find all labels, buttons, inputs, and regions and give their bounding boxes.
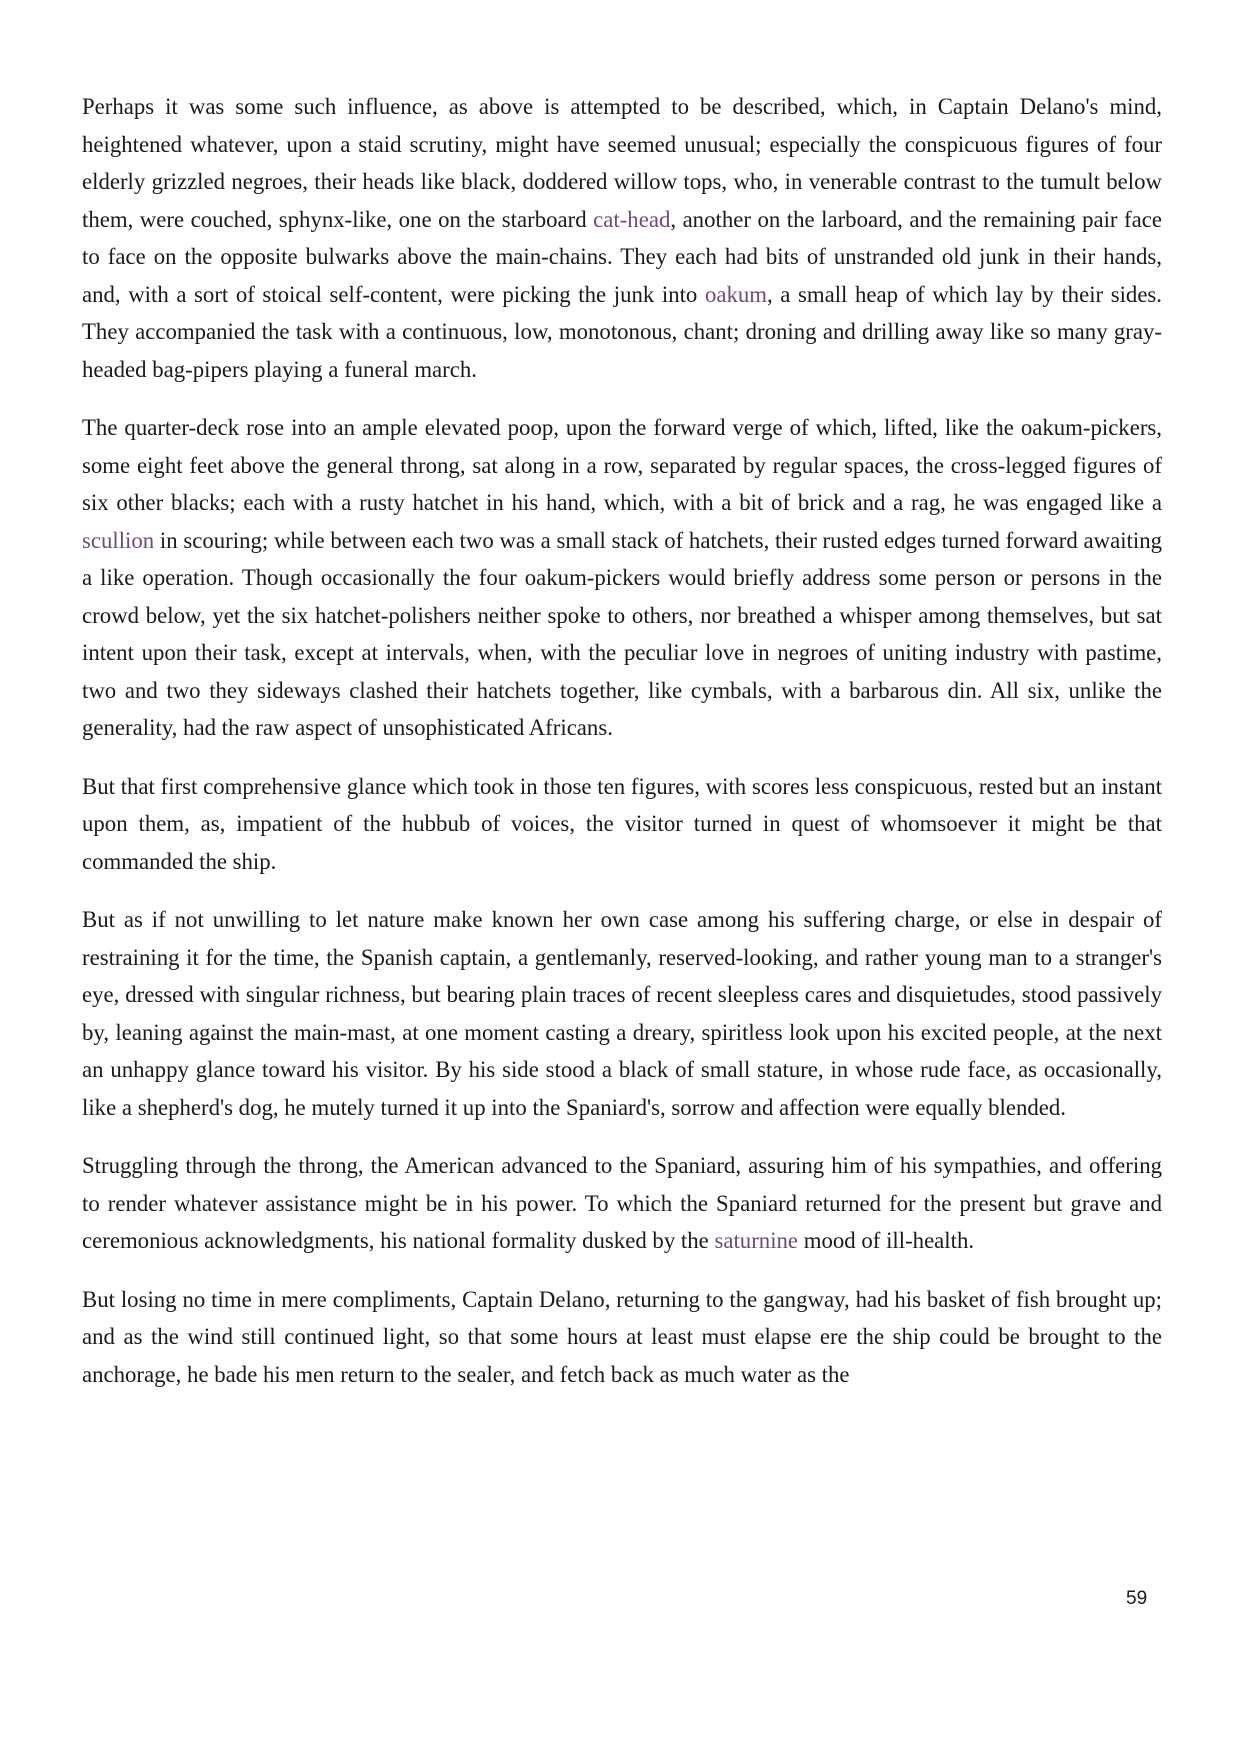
text-run: in scouring; while between each two was a small stack of hatchets, their rusted edges turned forward awaiting a like operation. Though occasionally the four oakum-pickers would briefly address some person or persons in the crowd below, yet the six hatchet-polishers neither spoke to others, nor breathed a whisper among themselves, but sat intent upon their task, except at intervals, when, with the peculiar love in negroes of uniting industry with pastime, two and two they sideways clashed their hatchets together, like cymbals, with a barbarous din. All six, unlike the generality, had the raw aspect of unsophisticated Africans.: [82, 527, 1162, 740]
text-run: The quarter-deck rose into an ample elevated poop, upon the forward verge of which, lifted, like the oakum-pickers, some eight feet above the general throng, sat along in a row, separated by regular spaces, the cross-legged figures of six other blacks; each with a rusty hatchet in his hand, which, with a bit of brick and a rag, he was engaged like a: [82, 415, 1162, 515]
paragraph: [82, 1147, 1162, 1260]
text-run: But as if not unwilling to let nature make known her own case among his suffering charge, or else in despair of restraining it for the time, the Spanish captain, a gentlemanly, reserved-looking, and rather young man to a stranger's eye, dressed with singular richness, but bearing plain traces of recent sleepless cares and disquietudes, stood passively by, leaning against the main-mast, at one moment casting a dreary, spiritless look upon his excited people, at the next an unhappy glance toward his visitor. By his side stood a black of small stature, in whose rude face, as occasionally, like a shepherd's dog, he mutely turned it up into the Spaniard's, sorrow and affection were equally blended.: [82, 907, 1162, 1120]
paragraph: [82, 88, 1162, 388]
glossary-link-saturnine[interactable]: saturnine: [714, 1228, 799, 1253]
text-run: mood of ill-health.: [798, 1228, 975, 1253]
paragraph: [82, 1281, 1162, 1394]
glossary-link-oakum[interactable]: oakum: [704, 281, 767, 307]
page-body: [82, 88, 1162, 1414]
text-run: But losing no time in mere compliments, Captain Delano, returning to the gangway, had his basket of fish brought up; and as the wind still continued light, so that some hours at least must elapse ere the ship could be brought to the anchorage, he bade his men return to the sealer, and fetch back as much water as the: [82, 1286, 1162, 1387]
text-run: Struggling through the throng, the American advanced to the Spaniard, assuring him of his sympathies, and offering to render whatever assistance might be in his power. To which the Spaniard returned for the present but grave and ceremonious acknowledgments, his national formality dusked by the: [82, 1153, 1162, 1253]
page-number: 59: [1126, 1588, 1148, 1609]
glossary-link-cat-head[interactable]: cat-head: [593, 206, 671, 232]
text-run: , another on the larboard, and the remaining pair face to face on the opposite bulwarks above the main-chains. They each had bits of unstranded old junk in their hands, and, with a sort of stoical self-content, were picking the junk into: [82, 206, 1162, 307]
paragraph: [82, 901, 1162, 1126]
glossary-link-scullion[interactable]: scullion: [82, 527, 155, 553]
text-run: , a small heap of which lay by their sides. They accompanied the task with a continuous, low, monotonous, chant; droning and drilling away like so many gray-headed bag-pipers playing a funeral march.: [82, 281, 1163, 382]
text-run: Perhaps it was some such influence, as above is attempted to be described, which, in Captain Delano's mind, heightened whatever, upon a staid scrutiny, might have seemed unusual; especially the conspicuous figures of four elderly grizzled negroes, their heads like black, doddered willow tops, who, in venerable contrast to the tumult below them, were couched, sphynx-like, one on the starboard: [82, 94, 1162, 232]
text-run: But that first comprehensive glance which took in those ten figures, with scores less conspicuous, rested but an instant upon them, as, impatient of the hubbub of voices, the visitor turned in quest of whomsoever it might be that commanded the ship.: [82, 773, 1162, 874]
paragraph: [82, 768, 1162, 881]
paragraph: [82, 409, 1162, 747]
